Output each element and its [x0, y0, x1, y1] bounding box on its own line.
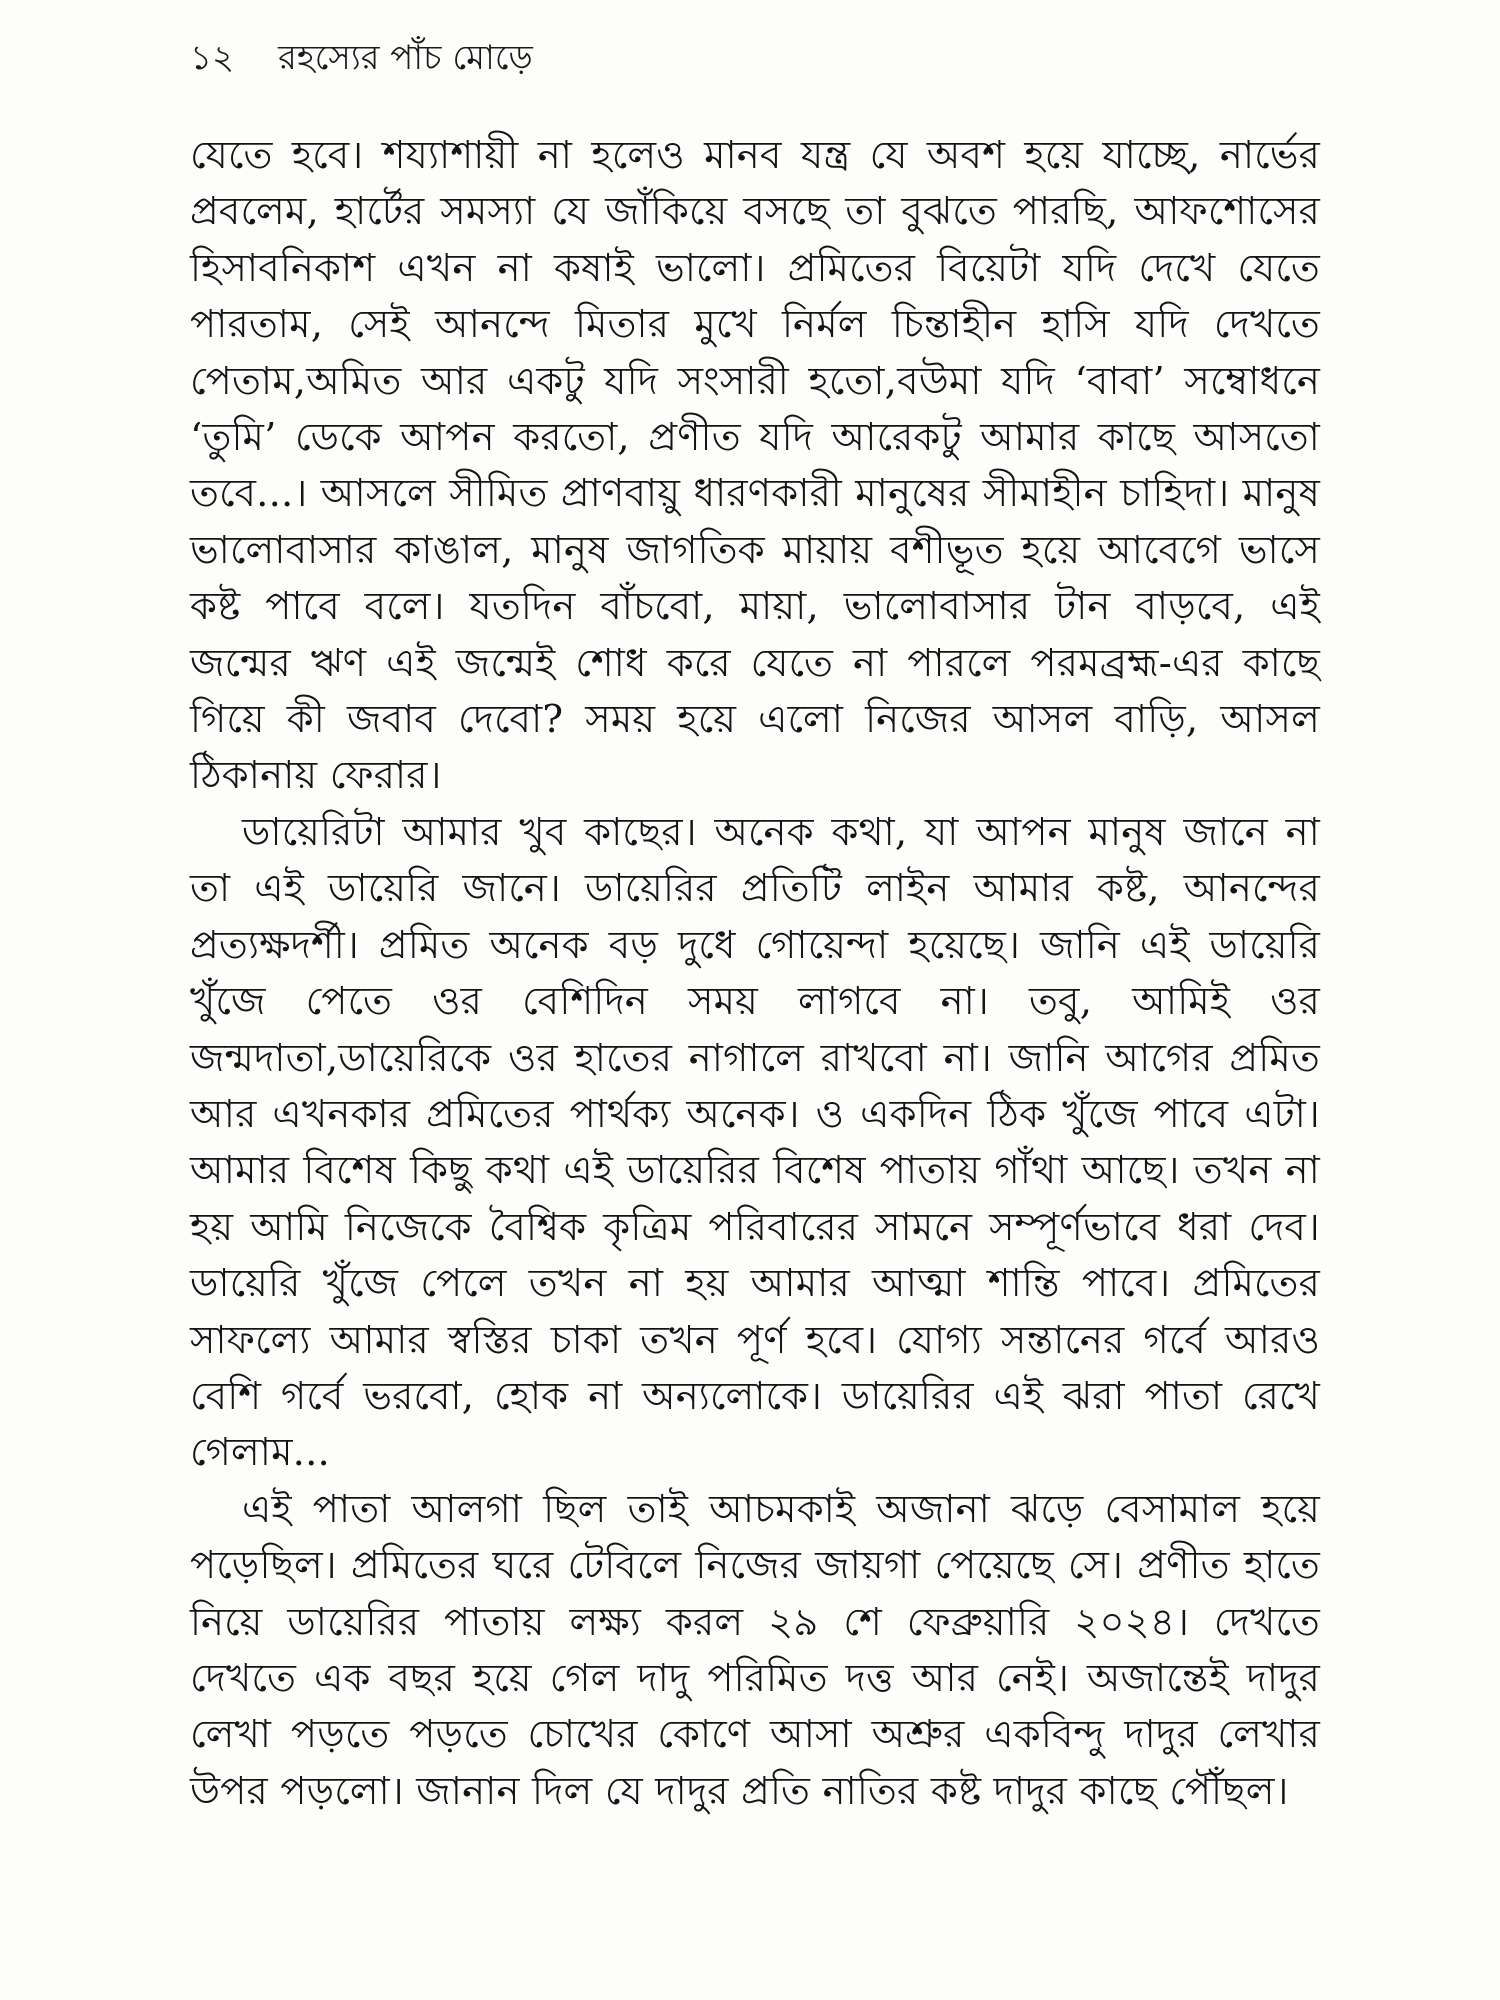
running-head [190, 30, 533, 90]
paragraph-1: যেতে হবে। শয্যাশায়ী না হলেও মানব যন্ত্র যে অবশ হয়ে যাচ্ছে, নার্ভের প্রবলেম, হার্টের সমস্যা যে জাঁকিয়ে বসছে তা বুঝতে পারছি, আফশোসের হিসাবনিকাশ এখন না কষাই ভালো। প্রমিতের বিয়েটা যদি দেখে যেতে পারতাম, সেই আনন্দে মিতার মুখে নির্মল চিন্তাহীন হাসি যদি দেখতে পেতাম,অমিত আর একটু যদি সংসারী হতো,বউমা যদি ‘বাবা’ সম্বোধনে ‘তুমি’ ডেকে আপন করতো, প্রণীত যদি আরেকটু আমার কাছে আসতো তবে...। আসলে সীমিত প্রাণবায়ু ধারণকারী মানুষের সীমাহীন চাহিদা। মানুষ ভালোবাসার কাঙাল, মানুষ জাগতিক মায়ায় বশীভূত হয়ে আবেগে ভাসে কষ্ট পাবে বলে। যতদিন বাঁচবো, মায়া, ভালোবাসার টান বাড়বে, এই জন্মের ঋণ এই জন্মেই শোধ করে যেতে না পারলে পরমব্রহ্ম-এর কাছে গিয়ে কী জবাব দেবো? সময় হয়ে এলো নিজের আসল বাড়ি, আসল ঠিকানায় ফেরার। [190, 133, 1320, 799]
page-number: ১২ [190, 37, 235, 78]
body-text [190, 128, 1320, 1820]
book-title: রহস্যের পাঁচ মোড়ে [278, 37, 533, 78]
paragraph-2: ডায়েরিটা আমার খুব কাছের। অনেক কথা, যা আপন মানুষ জানে না তা এই ডায়েরি জানে। ডায়েরির প্রতিটি লাইন আমার কষ্ট, আনন্দের প্রত্যক্ষদর্শী। প্রমিত অনেক বড় দুধে গোয়েন্দা হয়েছে। জানি এই ডায়েরি খুঁজে পেতে ওর বেশিদিন সময় লাগবে না। তবু, আমিই ওর জন্মদাতা,ডায়েরিকে ওর হাতের নাগালে রাখবো না। জানি আগের প্রমিত আর এখনকার প্রমিতের পার্থক্য অনেক। ও একদিন ঠিক খুঁজে পাবে এটা। আমার বিশেষ কিছু কথা এই ডায়েরির বিশেষ পাতায় গাঁথা আছে। তখন না হয় আমি নিজেকে বৈশ্বিক কৃত্রিম পরিবারের সামনে সম্পূর্ণভাবে ধরা দেব। ডায়েরি খুঁজে পেলে তখন না হয় আমার আত্মা শান্তি পাবে। প্রমিতের সাফল্যে আমার স্বস্তির চাকা তখন পূর্ণ হবে। যোগ্য সন্তানের গর্বে আরও বেশি গর্বে ভরবো, হোক না অন্যলোকে। ডায়েরির এই ঝরা পাতা রেখে গেলাম... [190, 809, 1320, 1476]
paragraph-3: এই পাতা আলগা ছিল তাই আচমকাই অজানা ঝড়ে বেসামাল হয়ে পড়েছিল। প্রমিতের ঘরে টেবিলে নিজের জায়গা পেয়েছে সে। প্রণীত হাতে নিয়ে ডায়েরির পাতায় লক্ষ্য করল ২৯ শে ফেব্রুয়ারি ২০২৪। দেখতে দেখতে এক বছর হয়ে গেল দাদু পরিমিত দত্ত আর নেই। অজান্তেই দাদুর লেখা পড়তে পড়তে চোখের কোণে আসা অশ্রুর একবিন্দু দাদুর লেখার উপর পড়লো। জানান দিল যে দাদুর প্রতি নাতির কষ্ট দাদুর কাছে পৌঁছল। [190, 1486, 1320, 1814]
